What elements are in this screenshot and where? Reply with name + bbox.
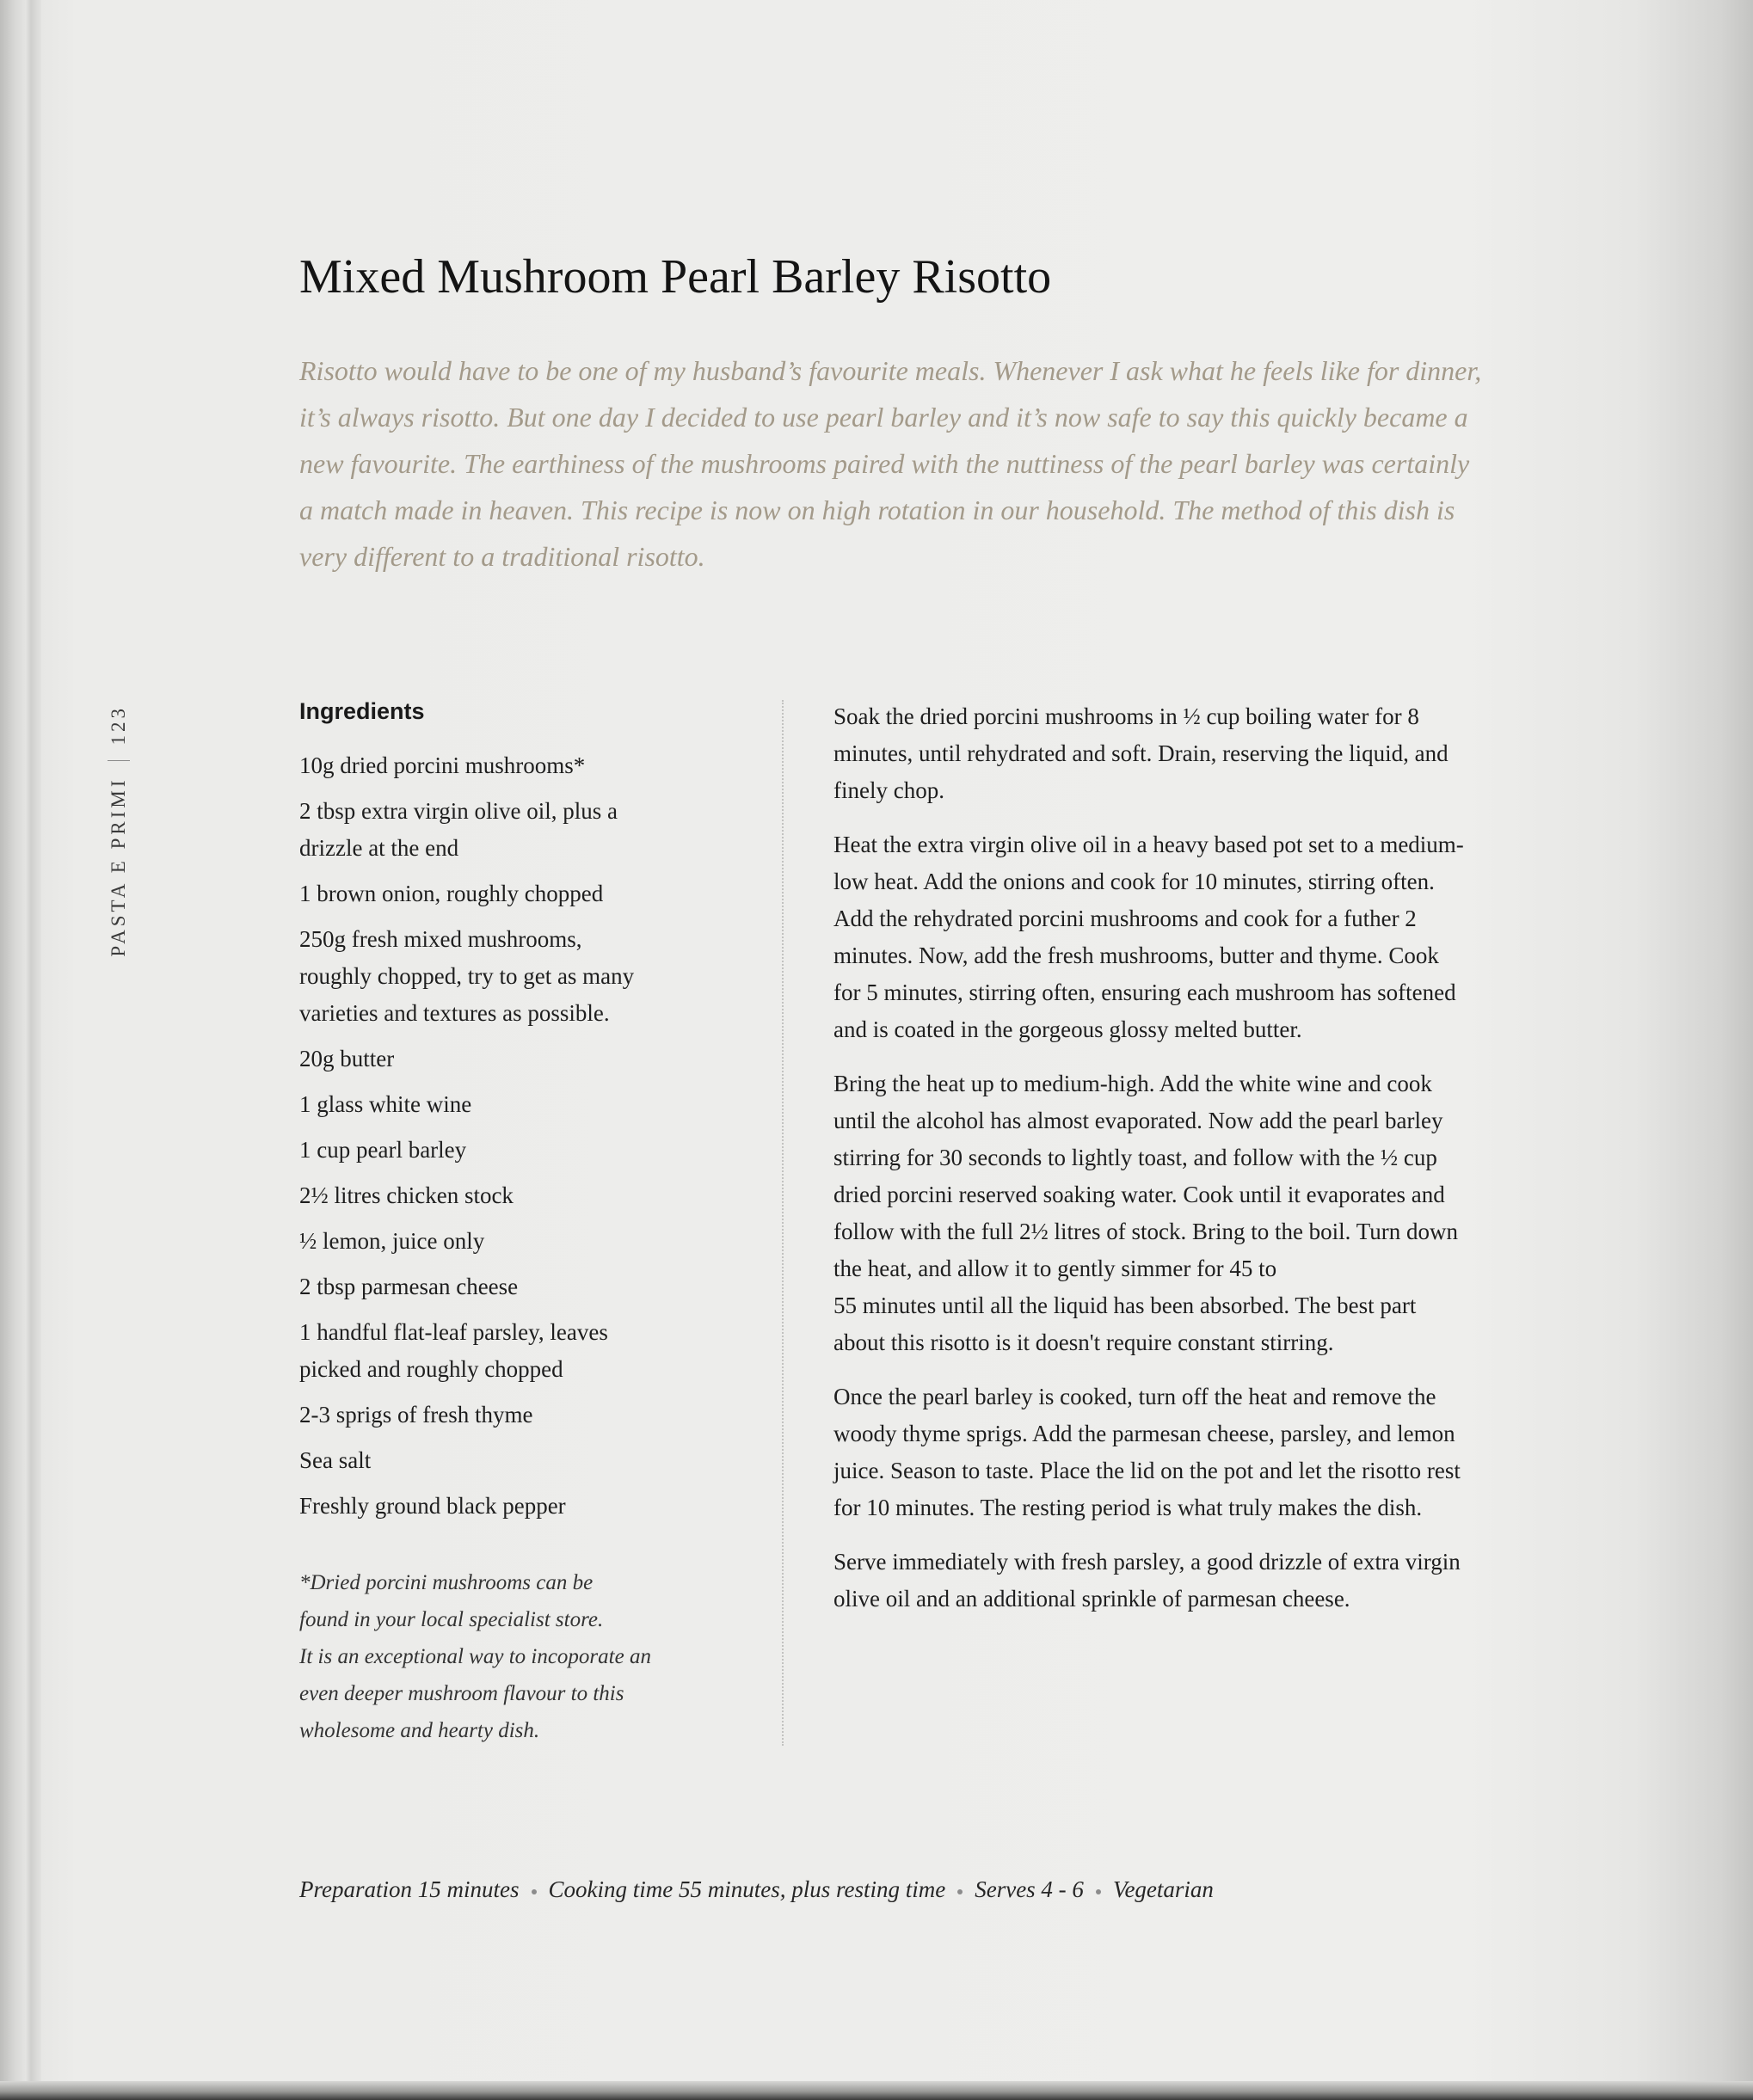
ingredient-line: 2½ litres chicken stock	[299, 1182, 514, 1208]
method-line: minutes. Now, add the fresh mushrooms, butter and thyme. Cook	[833, 943, 1439, 968]
method-line: olive oil and an additional sprinkle of parmesan cheese.	[833, 1586, 1350, 1612]
intro-line: Risotto would have to be one of my husband’s favourite meals. Whenever I ask what he feels like for dinner,	[299, 355, 1482, 386]
method-line: juice. Season to taste. Place the lid on the pot and let the risotto rest	[833, 1458, 1461, 1483]
method-line: for 5 minutes, stirring often, ensuring each mushroom has softened	[833, 979, 1456, 1005]
method-line: Heat the extra virgin olive oil in a heavy based pot set to a medium-	[833, 832, 1464, 857]
cooking-time: Cooking time 55 minutes, plus resting time	[548, 1876, 946, 1902]
ingredient-item	[299, 921, 712, 1032]
ingredient-line: ½ lemon, juice only	[299, 1228, 485, 1254]
method-line: and is coated in the gorgeous glossy melted butter.	[833, 1016, 1302, 1042]
ingredient-line: 1 cup pearl barley	[299, 1137, 467, 1163]
intro-line: very different to a traditional risotto.	[299, 541, 705, 572]
method-line: Soak the dried porcini mushrooms in ½ cup boiling water for 8	[833, 703, 1419, 729]
bullet-separator	[957, 1889, 963, 1894]
footnote-line: *Dried porcini mushrooms can be	[299, 1571, 594, 1594]
method-line: dried porcini reserved soaking water. Cook until it evaporates and	[833, 1182, 1445, 1207]
bullet-separator	[1096, 1889, 1101, 1894]
ingredient-line: 2-3 sprigs of fresh thyme	[299, 1402, 533, 1428]
running-head	[101, 705, 136, 998]
intro-line: it’s always risotto. But one day I decided to use pearl barley and it’s now safe to say this quickly became a	[299, 402, 1468, 433]
ingredient-line: roughly chopped, try to get as many	[299, 963, 635, 989]
ingredient-line: 1 glass white wine	[299, 1091, 472, 1117]
page-binding-edge	[0, 0, 41, 2100]
method-line: for 10 minutes. The resting period is what truly makes the dish.	[833, 1495, 1423, 1520]
ingredient-line: Freshly ground black pepper	[299, 1493, 566, 1519]
method-paragraph	[833, 1065, 1582, 1361]
diet-label: Vegetarian	[1112, 1876, 1214, 1902]
ingredients-footnote	[299, 1564, 712, 1749]
bullet-separator	[532, 1889, 537, 1894]
ingredients-heading: Ingredients	[299, 698, 425, 724]
ingredient-item	[299, 1442, 712, 1479]
method-line: woody thyme sprigs. Add the parmesan cheese, parsley, and lemon	[833, 1421, 1455, 1446]
ingredient-item	[299, 1488, 712, 1525]
method-line: the heat, and allow it to gently simmer for 45 to	[833, 1256, 1277, 1281]
ingredient-item	[299, 793, 712, 867]
method-line: follow with the full 2½ litres of stock. Bring to the boil. Turn down	[833, 1219, 1458, 1244]
ingredient-line: 1 brown onion, roughly chopped	[299, 881, 604, 906]
ingredient-item	[299, 1314, 712, 1388]
ingredient-item	[299, 875, 712, 912]
footnote-line: found in your local specialist store.	[299, 1608, 604, 1631]
method-paragraph	[833, 1544, 1582, 1618]
method-line: low heat. Add the onions and cook for 10 minutes, stirring often.	[833, 869, 1435, 894]
page-number: 123	[108, 705, 129, 746]
ingredient-item	[299, 1132, 712, 1169]
method-line: about this risotto is it doesn't require constant stirring.	[833, 1329, 1334, 1355]
recipe-intro	[299, 347, 1572, 580]
ingredient-item	[299, 1086, 712, 1123]
ingredient-line: picked and roughly chopped	[299, 1356, 563, 1382]
intro-line: a match made in heaven. This recipe is now on high rotation in our household. The method of this dish is	[299, 494, 1455, 525]
method-line: finely chop.	[833, 777, 944, 803]
method-line: minutes, until rehydrated and soft. Drain, reserving the liquid, and	[833, 740, 1449, 766]
ingredient-item	[299, 1041, 712, 1078]
ingredient-item	[299, 1177, 712, 1214]
method-line: stirring for 30 seconds to lightly toast, and follow with the ½ cup	[833, 1145, 1437, 1170]
ingredient-line: varieties and textures as possible.	[299, 1000, 610, 1026]
ingredient-item	[299, 747, 712, 784]
method-line: Add the rehydrated porcini mushrooms and cook for a futher 2	[833, 906, 1417, 931]
ingredient-line: 2 tbsp extra virgin olive oil, plus a	[299, 798, 618, 824]
serves: Serves 4 - 6	[975, 1876, 1084, 1902]
method-paragraph	[833, 1379, 1582, 1526]
intro-line: new favourite. The earthiness of the mushrooms paired with the nuttiness of the pearl barley was certainly	[299, 448, 1470, 479]
ingredient-line: 1 handful flat-leaf parsley, leaves	[299, 1319, 608, 1345]
recipe-meta-footer	[299, 1876, 1214, 1903]
running-head-section: PASTA E PRIMI	[108, 777, 129, 957]
ingredient-item	[299, 1223, 712, 1260]
method-line: Serve immediately with fresh parsley, a good drizzle of extra virgin	[833, 1549, 1461, 1575]
recipe-title: Mixed Mushroom Pearl Barley Risotto	[299, 249, 1052, 304]
method-line: Bring the heat up to medium-high. Add the white wine and cook	[833, 1071, 1432, 1096]
method-line: until the alcohol has almost evaporated. Now add the pearl barley	[833, 1108, 1443, 1133]
method-paragraph	[833, 698, 1582, 809]
method-column	[833, 698, 1582, 1635]
ingredients-column	[299, 698, 712, 1749]
ingredient-line: 2 tbsp parmesan cheese	[299, 1274, 519, 1299]
ingredient-line: 20g butter	[299, 1046, 395, 1071]
footnote-line: wholesome and hearty dish.	[299, 1719, 540, 1742]
ingredient-line: Sea salt	[299, 1447, 372, 1473]
ingredient-line: drizzle at the end	[299, 835, 459, 861]
page-bottom-edge	[0, 2081, 1753, 2100]
method-paragraph	[833, 826, 1582, 1048]
running-head-divider	[108, 761, 130, 762]
footnote-line: It is an exceptional way to incoporate an	[299, 1645, 651, 1668]
ingredient-line: 250g fresh mixed mushrooms,	[299, 926, 582, 952]
ingredient-line: 10g dried porcini mushrooms*	[299, 752, 586, 778]
method-line: 55 minutes until all the liquid has been absorbed. The best part	[833, 1293, 1417, 1318]
prep-time: Preparation 15 minutes	[299, 1876, 520, 1902]
column-divider	[782, 700, 784, 1746]
method-line: Once the pearl barley is cooked, turn off the heat and remove the	[833, 1384, 1436, 1409]
ingredient-item	[299, 1268, 712, 1305]
ingredient-item	[299, 1397, 712, 1434]
footnote-line: even deeper mushroom flavour to this	[299, 1682, 624, 1705]
